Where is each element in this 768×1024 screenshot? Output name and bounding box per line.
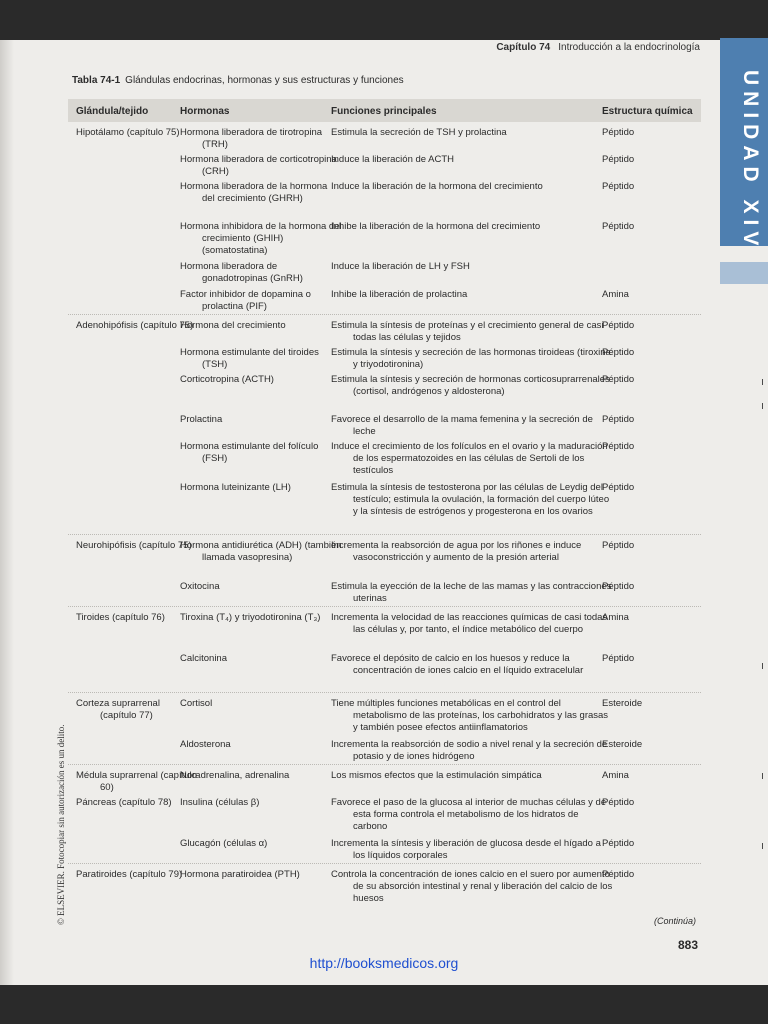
running-head bbox=[496, 42, 700, 53]
row-group-divider bbox=[68, 692, 701, 693]
cell-gland: Páncreas (capítulo 78) bbox=[76, 797, 172, 808]
cell-gland: Neurohipófisis (capítulo 75) bbox=[76, 540, 192, 551]
cell-structure: Péptido bbox=[602, 838, 635, 849]
cell-function: Estimula la síntesis de proteínas y el crecimiento general de casi todas las células y tejidos bbox=[331, 320, 604, 344]
cell-hormone: Hormona liberadora de corticotropina (CRH) bbox=[180, 154, 337, 178]
cell-function: Estimula la síntesis de testosterona por las células de Leydig del testículo; estimula la ovulación, la formación del cuerpo lúteo y la síntesis de estrógenos y progesterona en los ovarios bbox=[331, 482, 610, 518]
cell-hormone: Hormona estimulante del folículo (FSH) bbox=[180, 441, 319, 465]
cell-function: Favorece el paso de la glucosa al interior de muchas células y de esta forma controla el metabolismo de los hidratos de carbono bbox=[331, 797, 607, 833]
cell-hormone: Hormona liberadora de la hormona del crecimiento (GHRH) bbox=[180, 181, 328, 205]
cell-hormone: Hormona liberadora de tirotropina (TRH) bbox=[180, 127, 323, 151]
table-caption: Glándulas endocrinas, hormonas y sus estructuras y funciones bbox=[125, 75, 404, 86]
cell-function: Controla la concentración de iones calcio en el suero por aumento de su absorción intestinal y renal y liberación del calcio de los huesos bbox=[331, 869, 613, 905]
cell-structure: Péptido bbox=[602, 653, 635, 664]
cell-structure: Amina bbox=[602, 770, 629, 781]
edge-mark: ı bbox=[760, 400, 764, 412]
cell-hormone: Hormona inhibidora de la hormona del crecimiento (GHIH) (somatostatina) bbox=[180, 221, 342, 257]
cell-structure: Péptido bbox=[602, 581, 635, 592]
unit-tab-strip bbox=[720, 262, 768, 284]
edge-mark: ı bbox=[760, 660, 764, 672]
cell-function: Incrementa la síntesis y liberación de glucosa desde el hígado a los líquidos corporales bbox=[331, 838, 601, 862]
cell-structure: Esteroide bbox=[602, 739, 643, 750]
edge-mark: ı bbox=[760, 770, 764, 782]
cell-hormone: Glucagón (células α) bbox=[180, 838, 268, 849]
cell-gland: Médula suprarrenal (capítulo 60) bbox=[76, 770, 197, 794]
cell-hormone: Noradrenalina, adrenalina bbox=[180, 770, 290, 781]
cell-structure: Esteroide bbox=[602, 698, 643, 709]
cell-structure: Péptido bbox=[602, 221, 635, 232]
source-url-text[interactable]: http://booksmedicos.org bbox=[309, 955, 459, 971]
cell-function: Estimula la síntesis y secreción de hormonas corticosuprarrenales (cortisol, andrógenos y aldosterona) bbox=[331, 374, 610, 398]
page-gutter-shadow bbox=[0, 40, 14, 985]
cell-hormone: Hormona liberadora de gonadotropinas (GnRH) bbox=[180, 261, 303, 285]
cell-structure: Péptido bbox=[602, 414, 635, 425]
row-group-divider bbox=[68, 314, 701, 315]
chapter-title: Introducción a la endocrinología bbox=[558, 42, 700, 53]
cell-hormone: Insulina (células β) bbox=[180, 797, 260, 808]
cell-function: Induce la liberación de LH y FSH bbox=[331, 261, 470, 272]
table-number: Tabla 74-1 bbox=[72, 75, 121, 86]
cell-function: Inhibe la liberación de prolactina bbox=[331, 289, 468, 300]
cell-function: Incrementa la reabsorción de sodio a nivel renal y la secreción de potasio y de iones hidrógeno bbox=[331, 739, 608, 763]
cell-hormone: Corticotropina (ACTH) bbox=[180, 374, 274, 385]
cell-hormone: Calcitonina bbox=[180, 653, 227, 664]
cell-function: Favorece el depósito de calcio en los huesos y reduce la concentración de iones calcio en el líquido extracelular bbox=[331, 653, 584, 677]
cell-structure: Amina bbox=[602, 289, 629, 300]
edge-mark: ı bbox=[760, 840, 764, 852]
cell-function: Favorece el desarrollo de la mama femenina y la secreción de leche bbox=[331, 414, 593, 438]
cell-hormone: Hormona paratiroidea (PTH) bbox=[180, 869, 300, 880]
cell-function: Induce la liberación de ACTH bbox=[331, 154, 455, 165]
row-group-divider bbox=[68, 863, 701, 864]
cell-hormone: Oxitocina bbox=[180, 581, 220, 592]
header-structure: Estructura química bbox=[602, 106, 693, 117]
header-functions: Funciones principales bbox=[331, 106, 437, 117]
cell-hormone: Prolactina bbox=[180, 414, 223, 425]
cell-structure: Péptido bbox=[602, 320, 635, 331]
cell-structure: Amina bbox=[602, 612, 629, 623]
header-hormones: Hormonas bbox=[180, 106, 230, 117]
cell-structure: Péptido bbox=[602, 127, 635, 138]
page-number: 883 bbox=[677, 938, 698, 952]
cell-function: Incrementa la velocidad de las reacciones químicas de casi todas las células y, por tanto, el índice metabólico del cuerpo bbox=[331, 612, 608, 636]
table-title bbox=[72, 75, 404, 86]
copyright-notice: © ELSEVIER. Fotocopiar sin autorización es un delito. bbox=[56, 724, 66, 925]
unit-label: UNIDAD XIV bbox=[739, 70, 762, 252]
cell-structure: Péptido bbox=[602, 374, 635, 385]
header-gland: Glándula/tejido bbox=[76, 106, 149, 117]
cell-gland: Tiroides (capítulo 76) bbox=[76, 612, 165, 623]
cell-structure: Péptido bbox=[602, 181, 635, 192]
cell-function: Induce la liberación de la hormona del crecimiento bbox=[331, 181, 543, 192]
cell-hormone: Aldosterona bbox=[180, 739, 231, 750]
cell-hormone: Hormona estimulante del tiroides (TSH) bbox=[180, 347, 319, 371]
row-group-divider bbox=[68, 606, 701, 607]
cell-hormone: Factor inhibidor de dopamina o prolactina (PIF) bbox=[180, 289, 311, 313]
row-group-divider bbox=[68, 764, 701, 765]
cell-hormone: Hormona del crecimiento bbox=[180, 320, 286, 331]
cell-structure: Péptido bbox=[602, 154, 635, 165]
cell-hormone: Hormona luteinizante (LH) bbox=[180, 482, 291, 493]
cell-function: Estimula la eyección de la leche de las mamas y las contracciones uterinas bbox=[331, 581, 612, 605]
cell-structure: Péptido bbox=[602, 482, 635, 493]
cell-function: Estimula la secreción de TSH y prolactina bbox=[331, 127, 507, 138]
cell-function: Los mismos efectos que la estimulación simpática bbox=[331, 770, 542, 781]
cell-structure: Péptido bbox=[602, 540, 635, 551]
cell-function: Estimula la síntesis y secreción de las hormonas tiroideas (tiroxina y triyodotironina) bbox=[331, 347, 611, 371]
cell-structure: Péptido bbox=[602, 797, 635, 808]
cell-function: Inhibe la liberación de la hormona del crecimiento bbox=[331, 221, 541, 232]
cell-gland: Paratiroides (capítulo 79) bbox=[76, 869, 183, 880]
cell-function: Induce el crecimiento de los folículos en el ovario y la maduración de los espermatozoides en las células de Sertoli de los testículos bbox=[331, 441, 608, 477]
cell-function: Tiene múltiples funciones metabólicas en el control del metabolismo de las proteínas, los carbohidratos y las grasas y también posee efectos antiinflamatorios bbox=[331, 698, 609, 734]
cell-gland: Adenohipófisis (capítulo 75) bbox=[76, 320, 194, 331]
edge-mark: ı bbox=[760, 376, 764, 388]
cell-structure: Péptido bbox=[602, 441, 635, 452]
continued-note: (Continúa) bbox=[653, 916, 696, 926]
cell-structure: Péptido bbox=[602, 869, 635, 880]
chapter-label: Capítulo 74 bbox=[496, 42, 551, 53]
cell-hormone: Tiroxina (T₄) y triyodotironina (T₃) bbox=[180, 612, 321, 623]
cell-hormone: Hormona antidiurética (ADH) (también llamada vasopresina) bbox=[180, 540, 342, 564]
row-group-divider bbox=[68, 534, 701, 535]
source-url[interactable] bbox=[0, 955, 768, 971]
cell-structure: Péptido bbox=[602, 347, 635, 358]
cell-gland: Hipotálamo (capítulo 75) bbox=[76, 127, 180, 138]
cell-gland: Corteza suprarrenal (capítulo 77) bbox=[76, 698, 160, 722]
cell-function: Incrementa la reabsorción de agua por los riñones e induce vasoconstricción y aumento de la presión arterial bbox=[331, 540, 582, 564]
cell-hormone: Cortisol bbox=[180, 698, 213, 709]
